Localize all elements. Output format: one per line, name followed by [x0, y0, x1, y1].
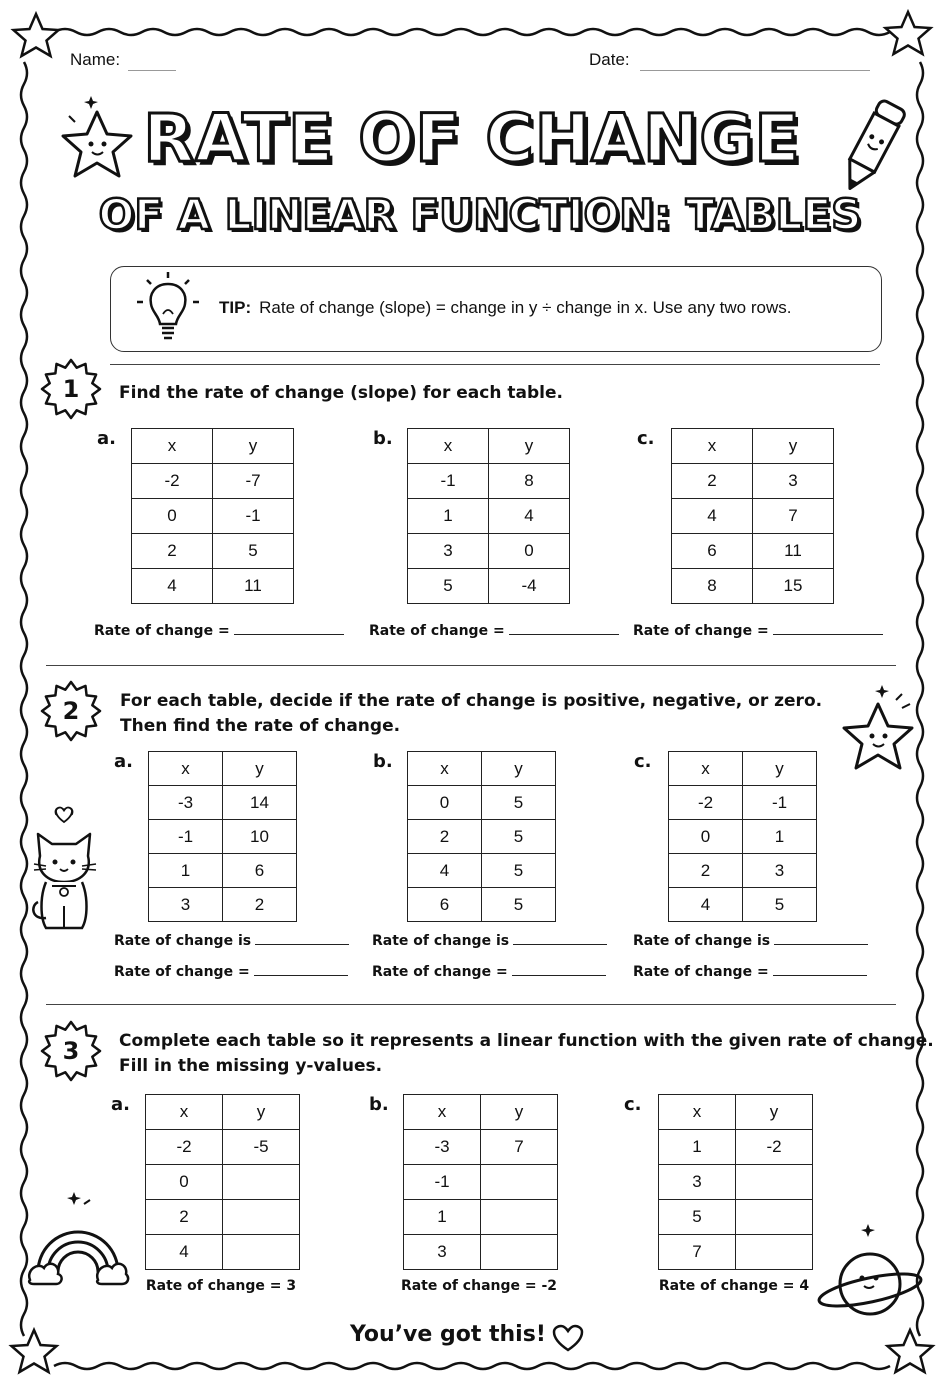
- table-cell: 1: [659, 1130, 736, 1165]
- answer-cell[interactable]: [481, 1165, 558, 1200]
- table-cell: 5: [408, 569, 489, 604]
- xy-table: [131, 428, 294, 604]
- table-row: [408, 888, 556, 922]
- table-cell: 7: [481, 1130, 558, 1165]
- section-number-2: 2: [62, 697, 80, 725]
- table-cell: 10: [223, 820, 297, 854]
- table-cell: 14: [223, 786, 297, 820]
- column-header: x: [146, 1095, 223, 1130]
- table-cell: 4: [408, 854, 482, 888]
- table-cell: 2: [223, 888, 297, 922]
- divider-3: [46, 1004, 896, 1005]
- table-cell: -1: [149, 820, 223, 854]
- column-header: x: [132, 429, 213, 464]
- table-cell: 15: [753, 569, 834, 604]
- section3-instruction-line-1: Complete each table so it represents a linear function with the given rate of change.: [119, 1031, 934, 1051]
- column-header: y: [223, 752, 297, 786]
- smiling-star-icon: [838, 682, 924, 778]
- rate-answer-row: [372, 963, 606, 980]
- table-cell: 0: [146, 1165, 223, 1200]
- name-label: Name:: [70, 50, 121, 69]
- table-cell: 8: [672, 569, 753, 604]
- answer-cell[interactable]: [223, 1165, 300, 1200]
- column-header: y: [213, 429, 294, 464]
- problem-letter: c.: [624, 1094, 642, 1115]
- problem-letter: b.: [369, 1094, 389, 1115]
- tip-text-line: [219, 298, 791, 318]
- table-cell: 5: [743, 888, 817, 922]
- rate-answer-label: Rate of change =: [114, 964, 250, 980]
- divider-2: [46, 665, 896, 666]
- column-header: x: [672, 429, 753, 464]
- answer-cell[interactable]: [223, 1235, 300, 1270]
- table-row: [672, 534, 834, 569]
- rate-answer-label: Rate of change =: [633, 623, 769, 639]
- xy-table: [148, 751, 297, 922]
- rate-answer-row: [633, 622, 883, 639]
- table-cell: 5: [482, 888, 556, 922]
- date-label: Date:: [589, 50, 630, 69]
- table-cell: 11: [753, 534, 834, 569]
- column-header: x: [669, 752, 743, 786]
- table-cell: -1: [743, 786, 817, 820]
- problem-letter: a.: [111, 1094, 130, 1115]
- table-cell: -2: [146, 1130, 223, 1165]
- table-cell: -1: [408, 464, 489, 499]
- table-cell: 6: [408, 888, 482, 922]
- problem-letter: c.: [634, 751, 652, 772]
- rate-answer-row: [369, 622, 619, 639]
- rate-answer-label: Rate of change =: [369, 623, 505, 639]
- table-cell: 5: [482, 820, 556, 854]
- table-cell: 1: [743, 820, 817, 854]
- table-row: [408, 534, 570, 569]
- table-row: [669, 888, 817, 922]
- section-number-1: 1: [62, 375, 80, 403]
- table-row: [132, 534, 294, 569]
- table-cell: 5: [482, 854, 556, 888]
- table-cell: -1: [213, 499, 294, 534]
- table-row: [669, 820, 817, 854]
- heart-icon: [54, 806, 74, 824]
- section2-instruction-line-2: Then find the rate of change.: [120, 716, 401, 736]
- table-row: [672, 499, 834, 534]
- table-row: [659, 1130, 813, 1165]
- tip-label: TIP:: [219, 298, 252, 317]
- table-row: [404, 1130, 558, 1165]
- rate-answer-row: [94, 622, 344, 639]
- sign-answer-blank[interactable]: [774, 932, 868, 945]
- table-cell: 7: [753, 499, 834, 534]
- table-cell: 2: [146, 1200, 223, 1235]
- answer-cell[interactable]: [223, 1200, 300, 1235]
- column-header: x: [408, 429, 489, 464]
- table-row: [408, 499, 570, 534]
- table-cell: -3: [404, 1130, 481, 1165]
- column-header: y: [743, 752, 817, 786]
- xy-table: [658, 1094, 813, 1270]
- table-cell: 0: [132, 499, 213, 534]
- table-row: [149, 854, 297, 888]
- table-cell: 4: [146, 1235, 223, 1270]
- table-cell: 5: [213, 534, 294, 569]
- sign-answer-row: [114, 932, 349, 949]
- problem-letter: b.: [373, 751, 393, 772]
- table-row: [146, 1235, 300, 1270]
- table-cell: 3: [149, 888, 223, 922]
- table-cell: 2: [672, 464, 753, 499]
- cat-icon: [26, 806, 106, 936]
- table-row: [408, 820, 556, 854]
- table-row: [669, 786, 817, 820]
- lightbulb-icon: [135, 270, 201, 346]
- table-cell: 2: [669, 854, 743, 888]
- column-header: x: [659, 1095, 736, 1130]
- xy-table: [407, 428, 570, 604]
- column-header: x: [408, 752, 482, 786]
- table-cell: 4: [489, 499, 570, 534]
- table-row: [408, 854, 556, 888]
- table-row: [146, 1200, 300, 1235]
- answer-cell[interactable]: [736, 1165, 813, 1200]
- rainbow-icon: [26, 1188, 130, 1292]
- xy-table: [668, 751, 817, 922]
- problem-letter: a.: [114, 751, 133, 772]
- column-header: x: [404, 1095, 481, 1130]
- column-header: x: [149, 752, 223, 786]
- rate-answer-blank[interactable]: [512, 963, 606, 976]
- answer-cell[interactable]: [736, 1235, 813, 1270]
- section2-instruction-line-1: For each table, decide if the rate of change is positive, negative, or zero.: [120, 691, 823, 711]
- table-cell: 3: [404, 1235, 481, 1270]
- column-header: y: [489, 429, 570, 464]
- table-row: [408, 464, 570, 499]
- table-cell: 8: [489, 464, 570, 499]
- given-rate: Rate of change = 3: [145, 1278, 297, 1294]
- table-cell: -2: [669, 786, 743, 820]
- table-cell: 11: [213, 569, 294, 604]
- table-row: [672, 569, 834, 604]
- table-row: [408, 569, 570, 604]
- column-header: y: [753, 429, 834, 464]
- table-cell: 0: [489, 534, 570, 569]
- sign-answer-label: Rate of change is: [114, 933, 252, 949]
- table-cell: 3: [659, 1165, 736, 1200]
- section-number-3: 3: [62, 1037, 80, 1065]
- table-cell: 5: [659, 1200, 736, 1235]
- title-line-2: OF A LINEAR FUNCTION: TABLES: [98, 190, 862, 239]
- rate-answer-blank[interactable]: [773, 622, 883, 635]
- answer-cell[interactable]: [481, 1235, 558, 1270]
- table-row: [149, 888, 297, 922]
- table-row: [659, 1165, 813, 1200]
- sign-answer-row: [633, 932, 868, 949]
- table-cell: -4: [489, 569, 570, 604]
- xy-table: [145, 1094, 300, 1270]
- table-row: [149, 786, 297, 820]
- table-row: [146, 1130, 300, 1165]
- table-cell: -2: [132, 464, 213, 499]
- column-header: y: [482, 752, 556, 786]
- column-header: y: [223, 1095, 300, 1130]
- rate-answer-blank[interactable]: [509, 622, 619, 635]
- table-row: [408, 786, 556, 820]
- given-rate: Rate of change = -2: [400, 1278, 558, 1294]
- section1-instruction: Find the rate of change (slope) for each table.: [119, 383, 563, 403]
- table-cell: 1: [149, 854, 223, 888]
- table-row: [669, 854, 817, 888]
- table-cell: 0: [408, 786, 482, 820]
- answer-cell[interactable]: [736, 1200, 813, 1235]
- table-row: [146, 1165, 300, 1200]
- xy-table: [407, 751, 556, 922]
- column-header: y: [736, 1095, 813, 1130]
- sign-answer-label: Rate of change is: [372, 933, 510, 949]
- table-row: [132, 464, 294, 499]
- table-row: [659, 1200, 813, 1235]
- table-row: [132, 569, 294, 604]
- table-cell: -3: [149, 786, 223, 820]
- table-cell: 4: [672, 499, 753, 534]
- table-cell: 2: [132, 534, 213, 569]
- table-cell: 3: [408, 534, 489, 569]
- rate-answer-row: [114, 963, 348, 980]
- table-cell: 1: [408, 499, 489, 534]
- sign-answer-blank[interactable]: [513, 932, 607, 945]
- table-cell: -1: [404, 1165, 481, 1200]
- table-cell: 5: [482, 786, 556, 820]
- footer-text: You’ve got this!: [350, 1322, 546, 1347]
- rate-answer-label: Rate of change =: [94, 623, 230, 639]
- rate-answer-label: Rate of change =: [372, 964, 508, 980]
- section3-instruction-line-2: Fill in the missing y-values.: [119, 1056, 383, 1076]
- table-row: [132, 499, 294, 534]
- rate-answer-label: Rate of change =: [633, 964, 769, 980]
- given-rate: Rate of change = 4: [658, 1278, 810, 1294]
- table-cell: 3: [743, 854, 817, 888]
- sign-answer-row: [372, 932, 607, 949]
- table-cell: 6: [672, 534, 753, 569]
- title-line-1: RATE OF CHANGE: [143, 100, 801, 177]
- table-row: [404, 1200, 558, 1235]
- problem-letter: b.: [373, 428, 393, 449]
- rate-answer-blank[interactable]: [773, 963, 867, 976]
- table-cell: 0: [669, 820, 743, 854]
- planet-icon: [814, 1222, 924, 1322]
- table-cell: -7: [213, 464, 294, 499]
- table-cell: -5: [223, 1130, 300, 1165]
- rate-answer-blank[interactable]: [254, 963, 348, 976]
- table-cell: 2: [408, 820, 482, 854]
- table-cell: 3: [753, 464, 834, 499]
- problem-letter: a.: [97, 428, 116, 449]
- xy-table: [403, 1094, 558, 1270]
- tip-text: Rate of change (slope) = change in y ÷ change in x. Use any two rows.: [259, 298, 792, 317]
- rate-answer-row: [633, 963, 867, 980]
- table-cell: 4: [132, 569, 213, 604]
- table-row: [404, 1235, 558, 1270]
- table-cell: -2: [736, 1130, 813, 1165]
- date-field[interactable]: [640, 52, 870, 71]
- table-row: [659, 1235, 813, 1270]
- sign-answer-blank[interactable]: [255, 932, 349, 945]
- table-cell: 4: [669, 888, 743, 922]
- heart-icon: [552, 1324, 584, 1352]
- table-cell: 7: [659, 1235, 736, 1270]
- table-row: [404, 1165, 558, 1200]
- problem-letter: c.: [637, 428, 655, 449]
- table-cell: 1: [404, 1200, 481, 1235]
- rate-answer-blank[interactable]: [234, 622, 344, 635]
- name-field[interactable]: [128, 52, 176, 71]
- table-row: [672, 464, 834, 499]
- answer-cell[interactable]: [481, 1200, 558, 1235]
- divider-1: [110, 364, 880, 365]
- column-header: y: [481, 1095, 558, 1130]
- sign-answer-label: Rate of change is: [633, 933, 771, 949]
- table-cell: 6: [223, 854, 297, 888]
- table-row: [149, 820, 297, 854]
- xy-table: [671, 428, 834, 604]
